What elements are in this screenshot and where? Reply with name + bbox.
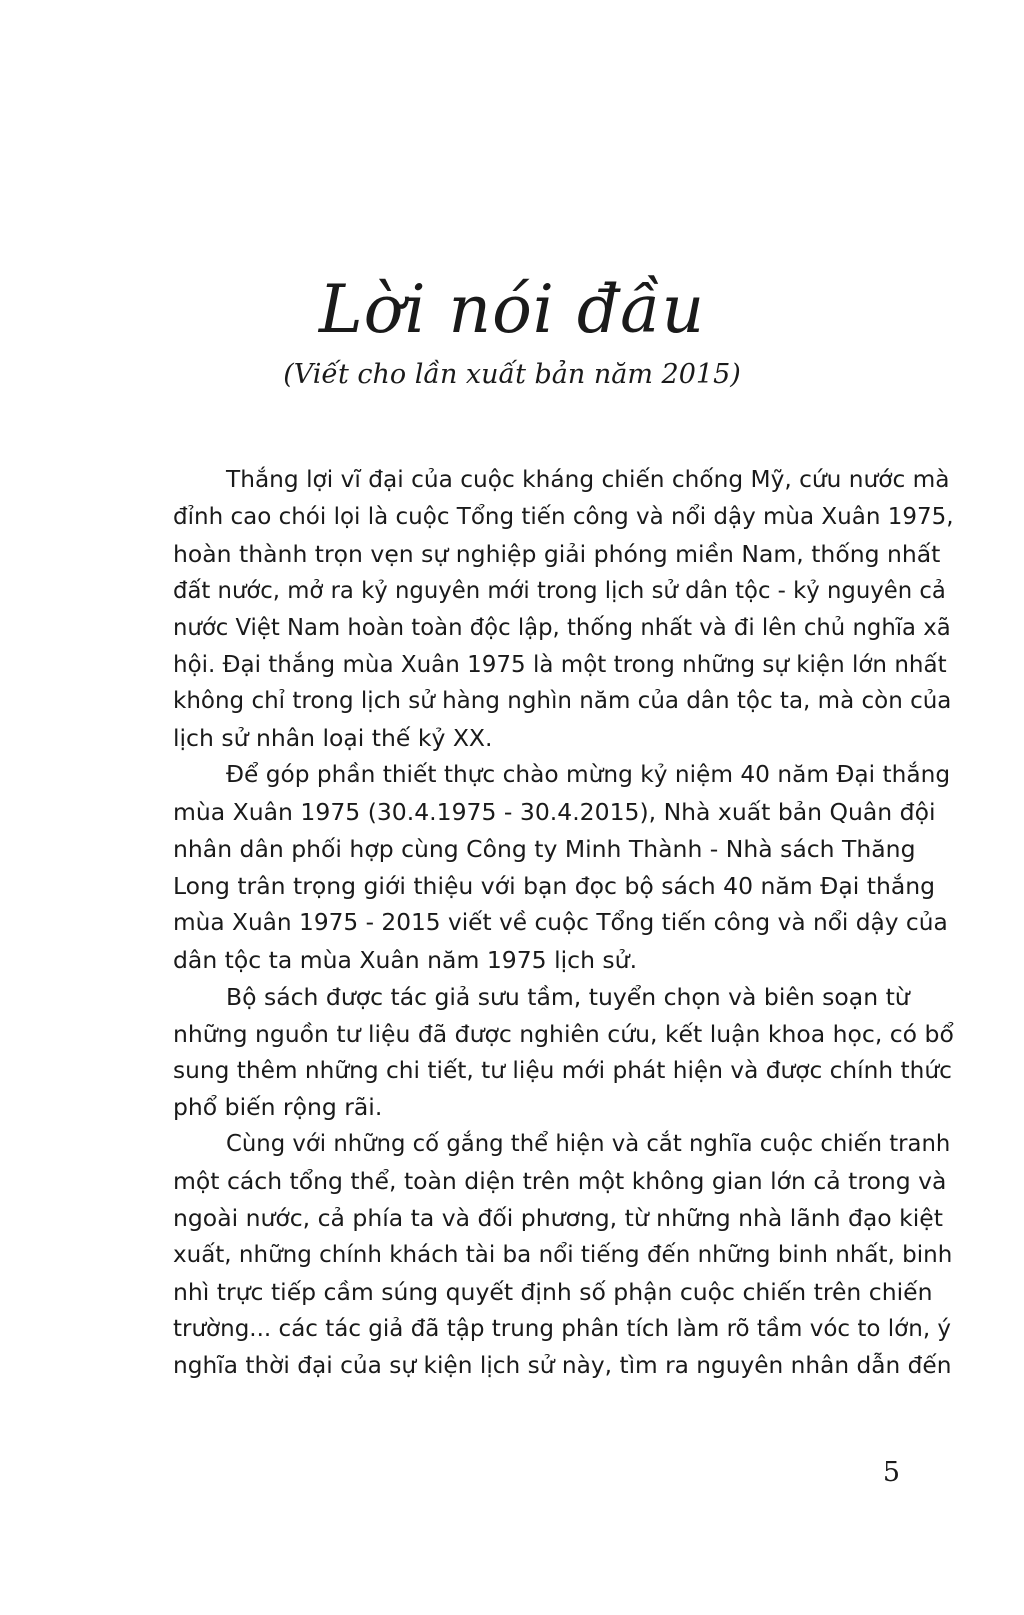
text-line: phổ biến rộng rãi.: [173, 1093, 383, 1122]
text-line: lịch sử nhân loại thế kỷ XX.: [173, 724, 493, 753]
text-line: nước Việt Nam hoàn toàn độc lập, thống nhất và đi lên chủ nghĩa xã: [173, 614, 951, 641]
paragraph-1: [120, 462, 954, 757]
text-line: Thắng lợi vĩ đại của cuộc kháng chiến chống Mỹ, cứu nước mà: [226, 466, 950, 493]
text-line: nhân dân phối hợp cùng Công ty Minh Thành - Nhà sách Thăng: [173, 835, 916, 864]
page-number: 5: [882, 1457, 900, 1488]
text-line: những nguồn tư liệu đã được nghiên cứu, kết luận khoa học, có bổ: [173, 1019, 954, 1048]
text-line: hội. Đại thắng mùa Xuân 1975 là một trong những sự kiện lớn nhất: [173, 651, 947, 678]
text-line: đất nước, mở ra kỷ nguyên mới trong lịch sử dân tộc - kỷ nguyên cả: [173, 577, 946, 604]
text-line: Bộ sách được tác giả sưu tầm, tuyển chọn và biên soạn từ: [226, 982, 910, 1011]
text-line: sung thêm những chi tiết, tư liệu mới phát hiện và được chính thức: [173, 1056, 952, 1084]
paragraph-4: [120, 1126, 953, 1384]
text-line: ngoài nước, cả phía ta và đối phương, từ những nhà lãnh đạo kiệt: [173, 1204, 943, 1233]
text-line: nghĩa thời đại của sự kiện lịch sử này, tìm ra nguyên nhân dẫn đến: [173, 1351, 952, 1379]
paragraph-2: [120, 757, 951, 978]
text-line: hoàn thành trọn vẹn sự nghiệp giải phóng miền Nam, thống nhất: [173, 539, 941, 568]
text-line: dân tộc ta mùa Xuân năm 1975 lịch sử.: [173, 945, 638, 974]
page-subtitle: (Viết cho lần xuất bản năm 2015): [283, 359, 741, 390]
text-line: mùa Xuân 1975 - 2015 viết về cuộc Tổng tiến công và nổi dậy của: [173, 908, 948, 936]
text-line: không chỉ trong lịch sử hàng nghìn năm của dân tộc ta, mà còn của: [173, 688, 952, 715]
text-line: nhì trực tiếp cầm súng quyết định số phận cuộc chiến trên chiến: [173, 1277, 933, 1306]
paragraph-3: [120, 979, 954, 1127]
text-line: Cùng với những cố gắng thể hiện và cắt nghĩa cuộc chiến tranh: [226, 1131, 951, 1158]
text-line: Để góp phần thiết thực chào mừng kỷ niệm 40 năm Đại thắng: [226, 761, 951, 789]
page-title: Lời nói đầu: [318, 271, 706, 348]
text-line: trường... các tác giả đã tập trung phân tích làm rõ tầm vóc to lớn, ý: [173, 1315, 952, 1342]
body-text: [120, 462, 954, 1385]
text-line: Long trân trọng giới thiệu với bạn đọc bộ sách 40 năm Đại thắng: [173, 871, 936, 900]
text-line: mùa Xuân 1975 (30.4.1975 - 30.4.2015), Nhà xuất bản Quân đội: [173, 798, 936, 827]
text-line: xuất, những chính khách tài ba nổi tiếng đến những binh nhất, binh: [173, 1242, 953, 1269]
text-line: một cách tổng thể, toàn diện trên một không gian lớn cả trong và: [173, 1167, 947, 1196]
text-line: đỉnh cao chói lọi là cuộc Tổng tiến công và nổi dậy mùa Xuân 1975,: [173, 503, 954, 530]
